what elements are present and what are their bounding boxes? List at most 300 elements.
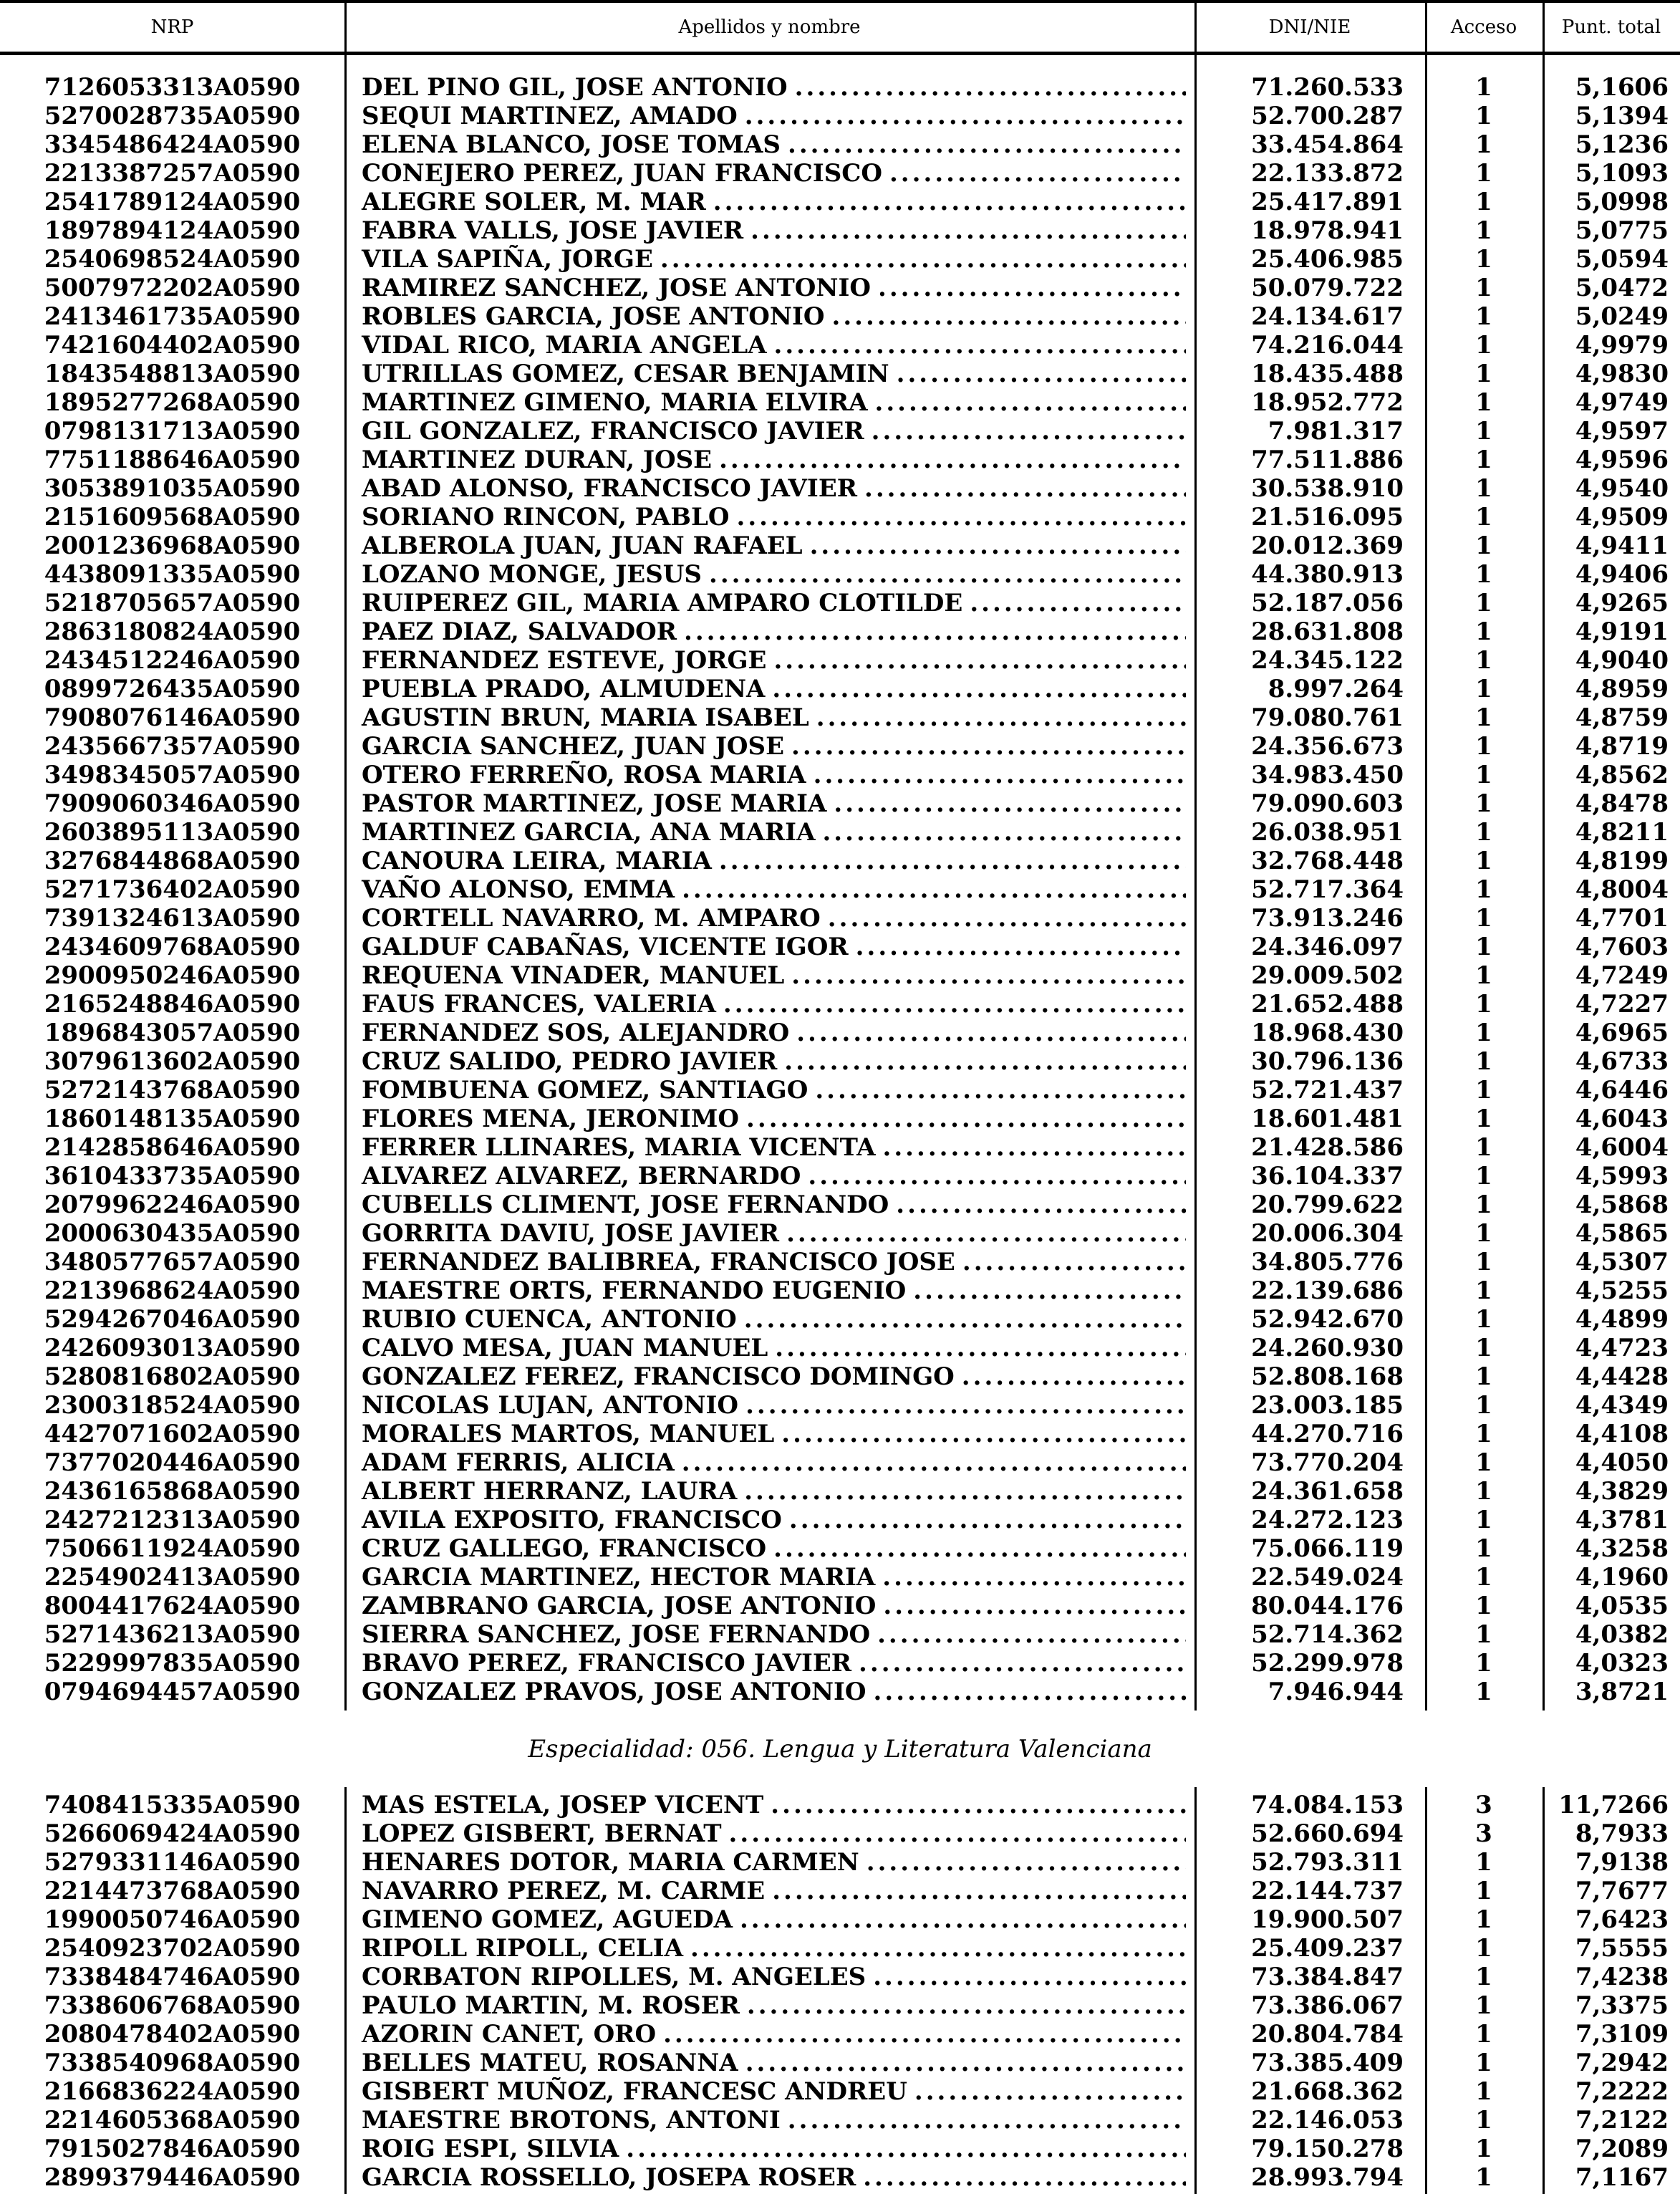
name-cell: [344, 1791, 1194, 1819]
acceso-cell: 1: [1475, 1019, 1492, 1047]
punt-total-cell: 4,8959: [1575, 675, 1669, 703]
dot-leader: [733, 1905, 1186, 1934]
apellidos-nombre: FERNANDEZ SOS, ALEJANDRO: [362, 1019, 790, 1047]
acceso-cell: 1: [1475, 1248, 1492, 1276]
name-cell: [344, 646, 1194, 675]
dni-cell: 73.913.246: [1251, 904, 1404, 933]
nrp-cell: 4427071602A0590: [44, 1420, 301, 1448]
apellidos-nombre: RUIPEREZ GIL, MARIA AMPARO CLOTILDE: [362, 589, 963, 617]
dni-cell: 24.361.658: [1251, 1477, 1404, 1506]
apellidos-nombre: FERNANDEZ BALIBREA, FRANCISCO JOSE: [362, 1248, 955, 1276]
name-cell: [344, 1076, 1194, 1105]
apellidos-nombre: CUBELLS CLIMENT, JOSE FERNANDO: [362, 1190, 889, 1219]
dot-leader: [766, 646, 1186, 675]
dni-cell: 19.900.507: [1251, 1905, 1404, 1934]
apellidos-nombre: FERRER LLINARES, MARIA VICENTA: [362, 1133, 876, 1162]
dot-leader: [815, 818, 1186, 847]
dni-cell: 52.700.287: [1251, 102, 1404, 130]
apellidos-nombre: GISBERT MUÑOZ, FRANCESC ANDREU: [362, 2077, 907, 2106]
apellidos-nombre: FAUS FRANCES, VALERIA: [362, 990, 716, 1019]
punt-total-cell: 7,9138: [1575, 1848, 1669, 1877]
apellidos-nombre: CORTELL NAVARRO, M. AMPARO: [362, 904, 821, 933]
punt-total-cell: 4,9040: [1575, 646, 1669, 675]
dot-leader: [781, 130, 1186, 159]
apellidos-nombre: SIERRA SANCHEZ, JOSE FERNANDO: [362, 1620, 871, 1649]
dni-cell: 22.146.053: [1251, 2106, 1404, 2135]
punt-total-cell: 4,4050: [1575, 1448, 1669, 1477]
nrp-cell: 2435667357A0590: [44, 732, 301, 761]
dot-leader: [765, 1877, 1186, 1905]
apellidos-nombre: RAMIREZ SANCHEZ, JOSE ANTONIO: [362, 274, 871, 302]
acceso-cell: 1: [1475, 2135, 1492, 2163]
dot-leader: [619, 2135, 1186, 2163]
acceso-cell: 1: [1475, 1620, 1492, 1649]
dni-cell: 77.511.886: [1251, 446, 1404, 474]
dni-cell: 50.079.722: [1251, 274, 1404, 302]
name-cell: [344, 1592, 1194, 1620]
dot-leader: [856, 2163, 1186, 2192]
nrp-cell: 0794694457A0590: [44, 1678, 301, 1706]
nrp-cell: 7338484746A0590: [44, 1963, 301, 1991]
nrp-cell: 5271436213A0590: [44, 1620, 301, 1649]
dni-cell: 25.406.985: [1251, 245, 1404, 274]
name-cell: [344, 274, 1194, 302]
apellidos-nombre: MAESTRE BROTONS, ANTONI: [362, 2106, 781, 2135]
dni-cell: 21.428.586: [1251, 1133, 1404, 1162]
punt-total-cell: 4,6446: [1575, 1076, 1669, 1105]
dot-leader: [779, 1219, 1186, 1248]
dni-cell: 73.770.204: [1251, 1448, 1404, 1477]
punt-total-cell: 4,8562: [1575, 761, 1669, 789]
dot-leader: [857, 474, 1186, 503]
name-cell: [344, 1506, 1194, 1534]
dni-cell: 24.272.123: [1251, 1506, 1404, 1534]
nrp-cell: 7915027846A0590: [44, 2135, 301, 2163]
acceso-cell: 1: [1475, 732, 1492, 761]
dot-leader: [781, 2106, 1186, 2135]
acceso-cell: 1: [1475, 1563, 1492, 1592]
punt-total-cell: 4,9540: [1575, 474, 1669, 503]
punt-total-cell: 4,5865: [1575, 1219, 1669, 1248]
apellidos-nombre: BELLES MATEU, ROSANNA: [362, 2049, 738, 2077]
name-cell: [344, 789, 1194, 818]
acceso-cell: 1: [1475, 73, 1492, 102]
dni-cell: 20.804.784: [1251, 2020, 1404, 2049]
apellidos-nombre: BRAVO PEREZ, FRANCISCO JAVIER: [362, 1649, 852, 1678]
dot-leader: [907, 2077, 1186, 2106]
acceso-cell: 1: [1475, 331, 1492, 360]
name-cell: [344, 1391, 1194, 1420]
name-cell: [344, 73, 1194, 102]
acceso-cell: 1: [1475, 417, 1492, 446]
dot-leader: [870, 1620, 1186, 1649]
apellidos-nombre: GARCIA MARTINEZ, HECTOR MARIA: [362, 1563, 876, 1592]
name-cell: [344, 1877, 1194, 1905]
name-cell: [344, 1649, 1194, 1678]
acceso-cell: 3: [1475, 1791, 1492, 1819]
apellidos-nombre: AGUSTIN BRUN, MARIA ISABEL: [362, 703, 809, 732]
punt-total-cell: 4,9406: [1575, 560, 1669, 589]
name-cell: [344, 1219, 1194, 1248]
nrp-cell: 2413461735A0590: [44, 302, 301, 331]
name-cell: [344, 2106, 1194, 2135]
nrp-cell: 2541789124A0590: [44, 188, 301, 216]
apellidos-nombre: GARCIA SANCHEZ, JUAN JOSE: [362, 732, 785, 761]
acceso-cell: 1: [1475, 1190, 1492, 1219]
name-cell: [344, 216, 1194, 245]
punt-total-cell: 5,0998: [1575, 188, 1669, 216]
dni-cell: 79.080.761: [1251, 703, 1404, 732]
dot-leader: [825, 302, 1187, 331]
name-cell: [344, 1305, 1194, 1334]
acceso-cell: 1: [1475, 159, 1492, 188]
dni-cell: 28.993.794: [1251, 2163, 1404, 2192]
apellidos-nombre: HENARES DOTOR, MARIA CARMEN: [362, 1848, 859, 1877]
punt-total-cell: 8,7933: [1575, 1819, 1669, 1848]
name-cell: [344, 1248, 1194, 1276]
apellidos-nombre: CRUZ GALLEGO, FRANCISCO: [362, 1534, 767, 1563]
dni-cell: 24.260.930: [1251, 1334, 1404, 1362]
apellidos-nombre: CORBATON RIPOLLES, M. ANGELES: [362, 1963, 866, 1991]
dot-leader: [777, 1047, 1186, 1076]
acceso-cell: 1: [1475, 2049, 1492, 2077]
dot-leader: [889, 1190, 1186, 1219]
punt-total-cell: 4,5868: [1575, 1190, 1669, 1219]
nrp-cell: 5266069424A0590: [44, 1819, 301, 1848]
dot-leader: [875, 1563, 1186, 1592]
dni-cell: 34.983.450: [1251, 761, 1404, 789]
dni-cell: 52.660.694: [1251, 1819, 1404, 1848]
acceso-cell: 1: [1475, 818, 1492, 847]
dni-cell: 28.631.808: [1251, 617, 1404, 646]
apellidos-nombre: MARTINEZ GARCIA, ANA MARIA: [362, 818, 816, 847]
dni-cell: 18.601.481: [1251, 1105, 1404, 1133]
dot-leader: [859, 1848, 1186, 1877]
dni-cell: 8.997.264: [1268, 675, 1404, 703]
dni-cell: 52.299.978: [1251, 1649, 1404, 1678]
punt-total-cell: 5,1236: [1575, 130, 1669, 159]
nrp-cell: 2214605368A0590: [44, 2106, 301, 2135]
acceso-cell: 1: [1475, 1477, 1492, 1506]
nrp-cell: 2079962246A0590: [44, 1190, 301, 1219]
apellidos-nombre: LOZANO MONGE, JESUS: [362, 560, 702, 589]
dot-leader: [712, 847, 1186, 875]
dni-cell: 29.009.502: [1251, 961, 1404, 990]
dot-leader: [743, 216, 1186, 245]
apellidos-nombre: CRUZ SALIDO, PEDRO JAVIER: [362, 1047, 778, 1076]
name-cell: [344, 102, 1194, 130]
apellidos-nombre: GONZALEZ FEREZ, FRANCISCO DOMINGO: [362, 1362, 955, 1391]
apellidos-nombre: NICOLAS LUJAN, ANTONIO: [362, 1391, 739, 1420]
acceso-cell: 1: [1475, 2163, 1492, 2192]
column-header-dni: DNI/NIE: [1268, 16, 1351, 38]
acceso-cell: 1: [1475, 188, 1492, 216]
nrp-cell: 7506611924A0590: [44, 1534, 301, 1563]
dni-cell: 22.139.686: [1251, 1276, 1404, 1305]
nrp-cell: 0798131713A0590: [44, 417, 301, 446]
dot-leader: [803, 531, 1186, 560]
apellidos-nombre: REQUENA VINADER, MANUEL: [362, 961, 785, 990]
apellidos-nombre: PASTOR MARTINEZ, JOSE MARIA: [362, 789, 827, 818]
acceso-cell: 1: [1475, 1649, 1492, 1678]
punt-total-cell: 5,0472: [1575, 274, 1669, 302]
dni-cell: 75.066.119: [1251, 1534, 1404, 1563]
dni-cell: 18.968.430: [1251, 1019, 1404, 1047]
name-cell: [344, 1190, 1194, 1219]
dni-cell: 7.981.317: [1268, 417, 1404, 446]
nrp-cell: 2863180824A0590: [44, 617, 301, 646]
column-header-acceso: Acceso: [1450, 16, 1517, 38]
column-header-nrp: NRP: [150, 16, 194, 38]
dni-cell: 32.768.448: [1251, 847, 1404, 875]
acceso-cell: 1: [1475, 961, 1492, 990]
apellidos-nombre: FLORES MENA, JERONIMO: [362, 1105, 740, 1133]
dot-leader: [906, 1276, 1186, 1305]
apellidos-nombre: FOMBUENA GOMEZ, SANTIAGO: [362, 1076, 808, 1105]
punt-total-cell: 7,2089: [1575, 2135, 1669, 2163]
nrp-cell: 1896843057A0590: [44, 1019, 301, 1047]
dot-leader: [738, 102, 1186, 130]
acceso-cell: 1: [1475, 503, 1492, 531]
dni-cell: 22.133.872: [1251, 159, 1404, 188]
nrp-cell: 2213968624A0590: [44, 1276, 301, 1305]
punt-total-cell: 7,4238: [1575, 1963, 1669, 1991]
name-cell: [344, 1019, 1194, 1047]
acceso-cell: 1: [1475, 646, 1492, 675]
dni-cell: 79.150.278: [1251, 2135, 1404, 2163]
acceso-cell: 1: [1475, 1305, 1492, 1334]
dot-leader: [729, 503, 1186, 531]
nrp-cell: 7408415335A0590: [44, 1791, 301, 1819]
apellidos-nombre: GALDUF CABAÑAS, VICENTE IGOR: [362, 933, 849, 961]
dot-leader: [768, 1334, 1186, 1362]
acceso-cell: 1: [1475, 904, 1492, 933]
nrp-cell: 7909060346A0590: [44, 789, 301, 818]
name-cell: [344, 1991, 1194, 2020]
acceso-cell: 1: [1475, 703, 1492, 732]
punt-total-cell: 5,1093: [1575, 159, 1669, 188]
punt-total-cell: 4,7603: [1575, 933, 1669, 961]
dot-leader: [955, 1362, 1186, 1391]
dni-cell: 52.721.437: [1251, 1076, 1404, 1105]
nrp-cell: 1897894124A0590: [44, 216, 301, 245]
apellidos-nombre: FERNANDEZ ESTEVE, JORGE: [362, 646, 767, 675]
dni-cell: 23.003.185: [1251, 1391, 1404, 1420]
dot-leader: [737, 1477, 1186, 1506]
nrp-cell: 2151609568A0590: [44, 503, 301, 531]
punt-total-cell: 4,7701: [1575, 904, 1669, 933]
apellidos-nombre: ELENA BLANCO, JOSE TOMAS: [362, 130, 781, 159]
apellidos-nombre: GONZALEZ PRAVOS, JOSE ANTONIO: [362, 1678, 866, 1706]
name-cell: [344, 388, 1194, 417]
dot-leader: [801, 1162, 1186, 1190]
apellidos-nombre: AZORIN CANET, ORO: [362, 2020, 657, 2049]
dni-cell: 44.380.913: [1251, 560, 1404, 589]
apellidos-nombre: NAVARRO PEREZ, M. CARME: [362, 1877, 766, 1905]
apellidos-nombre: LOPEZ GISBERT, BERNAT: [362, 1819, 722, 1848]
dot-leader: [722, 1819, 1186, 1848]
apellidos-nombre: RUBIO CUENCA, ANTONIO: [362, 1305, 737, 1334]
dot-leader: [866, 1963, 1186, 1991]
dot-leader: [653, 245, 1186, 274]
nrp-cell: 3480577657A0590: [44, 1248, 301, 1276]
nrp-cell: 3498345057A0590: [44, 761, 301, 789]
punt-total-cell: 4,3781: [1575, 1506, 1669, 1534]
nrp-cell: 5270028735A0590: [44, 102, 301, 130]
punt-total-cell: 4,8759: [1575, 703, 1669, 732]
nrp-cell: 2434609768A0590: [44, 933, 301, 961]
acceso-cell: 1: [1475, 1905, 1492, 1934]
punt-total-cell: 4,4349: [1575, 1391, 1669, 1420]
punt-total-cell: 4,7249: [1575, 961, 1669, 990]
acceso-cell: 1: [1475, 1506, 1492, 1534]
nrp-cell: 1843548813A0590: [44, 360, 301, 388]
dot-leader: [876, 1592, 1186, 1620]
dni-cell: 24.356.673: [1251, 732, 1404, 761]
apellidos-nombre: VIDAL RICO, MARIA ANGELA: [362, 331, 767, 360]
punt-total-cell: 4,6043: [1575, 1105, 1669, 1133]
dni-cell: 73.385.409: [1251, 2049, 1404, 2077]
dot-leader: [876, 1133, 1187, 1162]
name-cell: [344, 961, 1194, 990]
apellidos-nombre: PAULO MARTIN, M. ROSER: [362, 1991, 740, 2020]
punt-total-cell: 4,8199: [1575, 847, 1669, 875]
apellidos-nombre: ALVAREZ ALVAREZ, BERNARDO: [362, 1162, 801, 1190]
punt-total-cell: 7,2122: [1575, 2106, 1669, 2135]
dot-leader: [809, 703, 1186, 732]
nrp-cell: 5280816802A0590: [44, 1362, 301, 1391]
apellidos-nombre: ROIG ESPI, SILVIA: [362, 2135, 619, 2163]
acceso-cell: 1: [1475, 875, 1492, 904]
nrp-cell: 5007972202A0590: [44, 274, 301, 302]
acceso-cell: 1: [1475, 1592, 1492, 1620]
nrp-cell: 7338540968A0590: [44, 2049, 301, 2077]
name-cell: [344, 130, 1194, 159]
dot-leader: [675, 1448, 1186, 1477]
nrp-cell: 8004417624A0590: [44, 1592, 301, 1620]
punt-total-cell: 4,1960: [1575, 1563, 1669, 1592]
name-cell: [344, 417, 1194, 446]
especialidad-heading: Especialidad: 056. Lengua y Literatura Valenciana: [528, 1734, 1152, 1764]
dot-leader: [784, 961, 1186, 990]
name-cell: [344, 2049, 1194, 2077]
acceso-cell: 1: [1475, 933, 1492, 961]
acceso-cell: 1: [1475, 531, 1492, 560]
name-cell: [344, 1620, 1194, 1649]
punt-total-cell: 7,3109: [1575, 2020, 1669, 2049]
nrp-cell: 2540698524A0590: [44, 245, 301, 274]
nrp-cell: 2001236968A0590: [44, 531, 301, 560]
column-header-apellidos: Apellidos y nombre: [678, 16, 861, 38]
acceso-cell: 1: [1475, 1276, 1492, 1305]
nrp-cell: 3053891035A0590: [44, 474, 301, 503]
apellidos-nombre: OTERO FERREÑO, ROSA MARIA: [362, 761, 806, 789]
dot-leader: [826, 789, 1186, 818]
dot-leader: [806, 761, 1186, 789]
name-cell: [344, 560, 1194, 589]
dot-leader: [740, 1991, 1186, 2020]
nrp-cell: 2165248846A0590: [44, 990, 301, 1019]
acceso-cell: 1: [1475, 446, 1492, 474]
nrp-cell: 3610433735A0590: [44, 1162, 301, 1190]
nrp-cell: 2213387257A0590: [44, 159, 301, 188]
dni-cell: 52.942.670: [1251, 1305, 1404, 1334]
dot-leader: [851, 1649, 1186, 1678]
name-cell: [344, 1276, 1194, 1305]
name-cell: [344, 1162, 1194, 1190]
dot-leader: [702, 560, 1186, 589]
punt-total-cell: 11,7266: [1558, 1791, 1669, 1819]
name-cell: [344, 474, 1194, 503]
punt-total-cell: 4,0382: [1575, 1620, 1669, 1649]
apellidos-nombre: SEQUI MARTINEZ, AMADO: [362, 102, 738, 130]
acceso-cell: 1: [1475, 474, 1492, 503]
acceso-cell: 1: [1475, 2106, 1492, 2135]
dot-leader: [677, 617, 1186, 646]
apellidos-nombre: MAESTRE ORTS, FERNANDO EUGENIO: [362, 1276, 907, 1305]
table-section-2: [0, 1787, 1680, 2194]
nrp-cell: 4438091335A0590: [44, 560, 301, 589]
name-cell: [344, 675, 1194, 703]
punt-total-cell: 4,8478: [1575, 789, 1669, 818]
dni-cell: 52.187.056: [1251, 589, 1404, 617]
name-cell: [344, 847, 1194, 875]
nrp-cell: 5218705657A0590: [44, 589, 301, 617]
punt-total-cell: 4,4428: [1575, 1362, 1669, 1391]
acceso-cell: 1: [1475, 990, 1492, 1019]
name-cell: [344, 904, 1194, 933]
acceso-cell: 1: [1475, 1678, 1492, 1706]
dot-leader: [716, 990, 1186, 1019]
dni-cell: 24.345.122: [1251, 646, 1404, 675]
apellidos-nombre: AVILA EXPOSITO, FRANCISCO: [362, 1506, 782, 1534]
dot-leader: [706, 188, 1186, 216]
dot-leader: [788, 73, 1186, 102]
dni-cell: 21.516.095: [1251, 503, 1404, 531]
apellidos-nombre: ABAD ALONSO, FRANCISCO JAVIER: [362, 474, 857, 503]
punt-total-cell: 3,8721: [1575, 1678, 1669, 1706]
apellidos-nombre: RIPOLL RIPOLL, CELIA: [362, 1934, 683, 1963]
apellidos-nombre: DEL PINO GIL, JOSE ANTONIO: [362, 73, 788, 102]
punt-total-cell: 4,3258: [1575, 1534, 1669, 1563]
acceso-cell: 1: [1475, 1334, 1492, 1362]
dni-cell: 22.549.024: [1251, 1563, 1404, 1592]
acceso-cell: 1: [1475, 302, 1492, 331]
apellidos-nombre: PUEBLA PRADO, ALMUDENA: [362, 675, 766, 703]
name-cell: [344, 1334, 1194, 1362]
name-cell: [344, 761, 1194, 789]
punt-total-cell: 4,9979: [1575, 331, 1669, 360]
name-cell: [344, 188, 1194, 216]
name-cell: [344, 2077, 1194, 2106]
punt-total-cell: 4,8719: [1575, 732, 1669, 761]
punt-total-cell: 7,7677: [1575, 1877, 1669, 1905]
dni-cell: 71.260.533: [1251, 73, 1404, 102]
punt-total-cell: 4,6733: [1575, 1047, 1669, 1076]
punt-total-cell: 7,1167: [1575, 2163, 1669, 2192]
dot-leader: [656, 2020, 1186, 2049]
acceso-cell: 1: [1475, 1047, 1492, 1076]
dot-leader: [955, 1248, 1186, 1276]
punt-total-cell: 4,4899: [1575, 1305, 1669, 1334]
dni-cell: 30.796.136: [1251, 1047, 1404, 1076]
name-cell: [344, 1963, 1194, 1991]
apellidos-nombre: ZAMBRANO GARCIA, JOSE ANTONIO: [362, 1592, 877, 1620]
nrp-cell: 2166836224A0590: [44, 2077, 301, 2106]
punt-total-cell: 4,9596: [1575, 446, 1669, 474]
apellidos-nombre: CONEJERO PEREZ, JUAN FRANCISCO: [362, 159, 882, 188]
name-cell: [344, 2020, 1194, 2049]
